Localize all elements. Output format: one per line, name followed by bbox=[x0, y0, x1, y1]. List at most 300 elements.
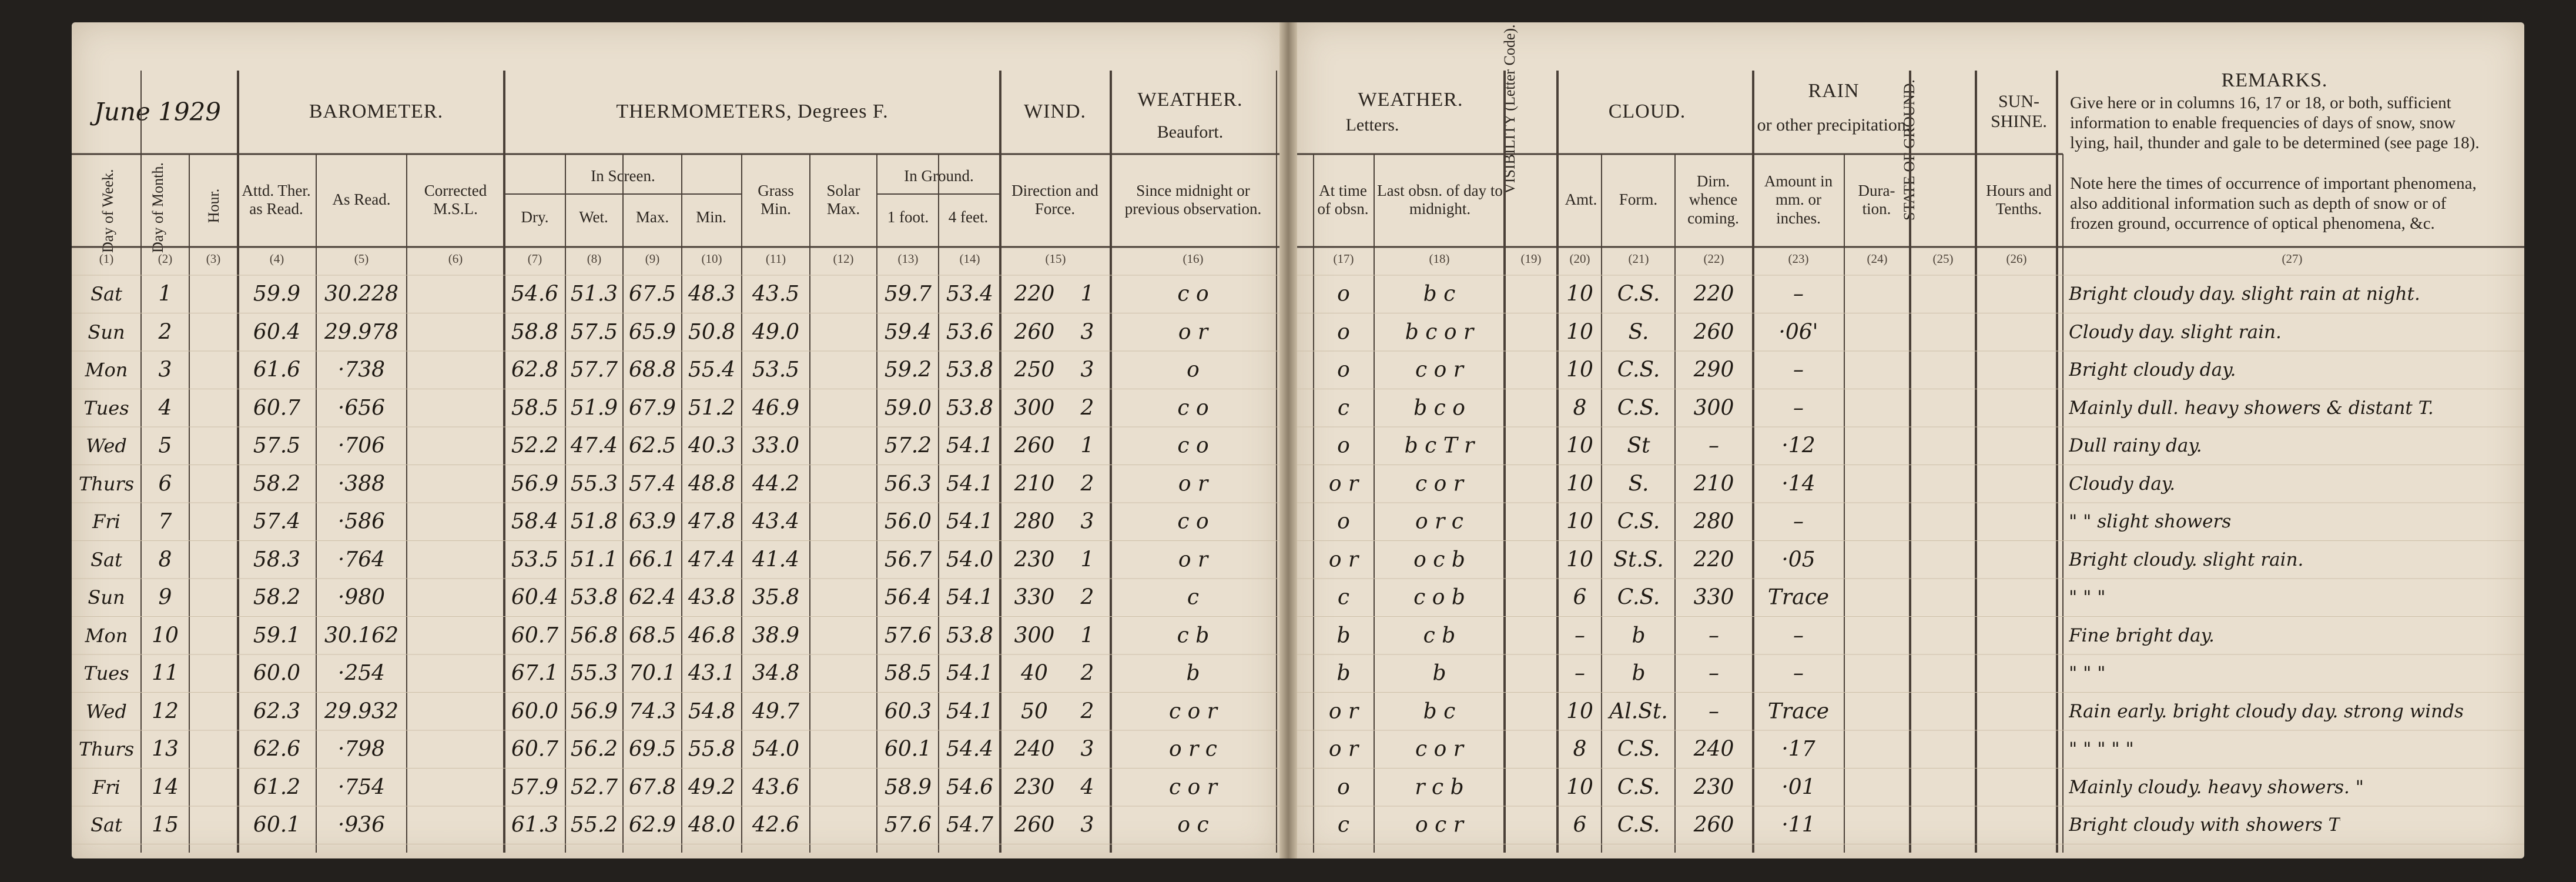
weather-last-obsn-cell: b c bbox=[1423, 282, 1456, 306]
cloud-direction-cell: 300 bbox=[1693, 396, 1734, 420]
day-of-week-header: Day of Week. bbox=[99, 169, 116, 253]
barometer-reading-cell: ·656 bbox=[337, 396, 386, 420]
ground-4ft-cell: 54.1 bbox=[946, 433, 994, 458]
ground-4ft-cell: 54.7 bbox=[946, 813, 994, 837]
dry-bulb-cell: 52.2 bbox=[511, 433, 559, 458]
column-number: (12) bbox=[833, 252, 854, 266]
max-header: Max. bbox=[635, 208, 669, 226]
ground-1ft-cell: 56.0 bbox=[884, 509, 932, 534]
ground-1ft-cell: 60.3 bbox=[884, 699, 932, 723]
dry-bulb-cell: 58.4 bbox=[511, 509, 559, 534]
day-of-week-cell: Mon bbox=[85, 624, 128, 647]
ground-4ft-cell: 53.8 bbox=[946, 358, 994, 382]
wind-force-cell: 3 bbox=[1080, 737, 1094, 761]
column-number: (20) bbox=[1569, 252, 1590, 266]
weather-last-obsn-cell: o c r bbox=[1415, 813, 1463, 837]
cloud-amt-header: Amt. bbox=[1565, 191, 1597, 209]
cloud-amount-cell: 10 bbox=[1566, 509, 1593, 534]
wind-force-cell: 2 bbox=[1080, 472, 1094, 496]
dry-bulb-cell: 67.1 bbox=[511, 661, 559, 686]
ground-4ft-cell: 53.4 bbox=[946, 282, 994, 306]
weather-header-left: WEATHER. bbox=[1137, 89, 1243, 111]
thermometers-header: THERMOMETERS, Degrees F. bbox=[616, 101, 889, 123]
weather-at-time-cell: o bbox=[1337, 775, 1350, 799]
rain-amount-cell: ·01 bbox=[1781, 775, 1815, 799]
column-number: (25) bbox=[1932, 252, 1954, 266]
min-temp-cell: 40.3 bbox=[688, 433, 736, 458]
cloud-direction-cell: 290 bbox=[1693, 358, 1734, 382]
cloud-amount-cell: 8 bbox=[1573, 737, 1587, 761]
min-temp-cell: 54.8 bbox=[688, 699, 736, 723]
attached-thermometer-cell: 58.2 bbox=[253, 472, 301, 496]
remarks-cell: Dull rainy day. bbox=[2069, 435, 2202, 456]
wet-bulb-cell: 47.4 bbox=[570, 433, 618, 458]
in-ground-header: In Ground. bbox=[904, 167, 974, 185]
min-temp-cell: 55.8 bbox=[688, 737, 736, 761]
min-temp-cell: 48.8 bbox=[688, 472, 736, 496]
day-of-week-cell: Fri bbox=[92, 776, 120, 799]
max-temp-cell: 67.8 bbox=[628, 775, 676, 799]
grass-min-cell: 46.9 bbox=[752, 396, 800, 420]
max-temp-cell: 68.8 bbox=[628, 358, 676, 382]
weather-last-obsn-cell: c o r bbox=[1415, 358, 1463, 382]
rain-header: RAIN bbox=[1808, 80, 1860, 102]
rain-amount-cell: ·12 bbox=[1781, 433, 1815, 458]
min-temp-cell: 48.3 bbox=[688, 282, 736, 306]
state-of-ground-header: STATE OF GROUND. bbox=[1901, 79, 1918, 220]
rain-amount-cell: – bbox=[1793, 396, 1804, 420]
column-number: (6) bbox=[448, 252, 463, 266]
ground-4ft-cell: 54.1 bbox=[946, 661, 994, 686]
rain-sub-header: or other precipitation. bbox=[1757, 115, 1911, 135]
cloud-direction-cell: 220 bbox=[1693, 282, 1734, 306]
wind-direction-cell: 50 bbox=[1021, 699, 1048, 723]
cloud-amount-cell: – bbox=[1575, 623, 1585, 647]
wet-bulb-cell: 53.8 bbox=[570, 585, 618, 610]
sunshine-header: SUN-SHINE. bbox=[1991, 91, 2047, 131]
min-temp-cell: 43.1 bbox=[688, 661, 736, 686]
month-year: June 1929 bbox=[94, 97, 222, 126]
barometer-reading-cell: 29.932 bbox=[324, 699, 398, 723]
min-temp-cell: 46.8 bbox=[688, 623, 736, 647]
cloud-direction-cell: 230 bbox=[1693, 775, 1734, 799]
corrected-msl-header: Corrected M.S.L. bbox=[424, 181, 487, 218]
day-of-week-cell: Sat bbox=[91, 814, 122, 836]
cloud-amount-cell: – bbox=[1575, 661, 1585, 686]
cloud-direction-cell: – bbox=[1709, 433, 1719, 458]
cloud-amount-cell: 10 bbox=[1566, 358, 1593, 382]
grass-min-cell: 49.0 bbox=[752, 320, 800, 344]
weather-last-obsn-cell: b bbox=[1432, 661, 1446, 686]
ground-4ft-cell: 54.1 bbox=[946, 699, 994, 723]
remarks-cell: " " " " " bbox=[2069, 739, 2134, 760]
column-number: (19) bbox=[1520, 252, 1542, 266]
rain-amount-cell: – bbox=[1793, 509, 1804, 534]
hour-header: Hour. bbox=[205, 188, 222, 223]
column-number: (13) bbox=[897, 252, 919, 266]
ground-1ft-cell: 57.6 bbox=[884, 813, 932, 837]
grass-min-cell: 44.2 bbox=[752, 472, 800, 496]
wind-direction-cell: 210 bbox=[1014, 472, 1055, 496]
barometer-reading-cell: 30.228 bbox=[324, 282, 398, 306]
weather-at-time-cell: o r bbox=[1328, 547, 1359, 572]
direction-force-header: Direction and Force. bbox=[1011, 181, 1098, 218]
wind-force-cell: 2 bbox=[1080, 396, 1094, 420]
weather-last-obsn-cell: o r c bbox=[1415, 509, 1463, 534]
beaufort-label: Beaufort. bbox=[1157, 122, 1224, 142]
max-temp-cell: 74.3 bbox=[628, 699, 676, 723]
ground-1ft-cell: 58.5 bbox=[884, 661, 932, 686]
attached-thermometer-cell: 58.3 bbox=[253, 547, 301, 572]
barometer-reading-cell: ·738 bbox=[337, 358, 386, 382]
wind-direction-cell: 260 bbox=[1014, 433, 1055, 458]
ground-1ft-cell: 59.2 bbox=[884, 358, 932, 382]
grass-min-cell: 38.9 bbox=[752, 623, 800, 647]
one-foot-header: 1 foot. bbox=[887, 208, 929, 226]
ground-1ft-cell: 57.2 bbox=[884, 433, 932, 458]
barometer-reading-cell: ·980 bbox=[337, 585, 386, 610]
four-feet-header: 4 feet. bbox=[948, 208, 989, 226]
cloud-direction-cell: 330 bbox=[1693, 585, 1734, 610]
day-of-week-cell: Sat bbox=[91, 283, 122, 305]
weather-last-obsn-cell: b c bbox=[1423, 699, 1456, 723]
weather-letters-cell: c o bbox=[1177, 433, 1209, 458]
min-temp-cell: 55.4 bbox=[688, 358, 736, 382]
cloud-form-header: Form. bbox=[1619, 191, 1658, 209]
rain-amount-cell: – bbox=[1793, 661, 1804, 686]
barometer-reading-cell: ·586 bbox=[337, 509, 386, 534]
column-number: (21) bbox=[1628, 252, 1649, 266]
ground-1ft-cell: 56.7 bbox=[884, 547, 932, 572]
day-of-month-cell: 14 bbox=[152, 775, 179, 799]
wet-bulb-cell: 55.2 bbox=[570, 813, 618, 837]
day-of-month-cell: 3 bbox=[158, 358, 172, 382]
wet-bulb-cell: 57.5 bbox=[570, 320, 618, 344]
wind-direction-cell: 240 bbox=[1014, 737, 1055, 761]
ground-4ft-cell: 54.1 bbox=[946, 509, 994, 534]
dry-bulb-cell: 60.4 bbox=[511, 585, 559, 610]
visibility-header: VISIBILITY (Letter Code). bbox=[1501, 24, 1518, 194]
barometer-reading-cell: ·754 bbox=[337, 775, 386, 799]
cloud-direction-cell: 280 bbox=[1693, 509, 1734, 534]
day-of-month-cell: 5 bbox=[158, 433, 172, 458]
rain-amount-cell: – bbox=[1793, 282, 1804, 306]
weather-at-time-cell: o bbox=[1337, 320, 1350, 344]
weather-last-obsn-cell: o c b bbox=[1413, 547, 1465, 572]
grass-min-cell: 53.5 bbox=[752, 358, 800, 382]
ground-4ft-cell: 54.1 bbox=[946, 585, 994, 610]
cloud-header: CLOUD. bbox=[1608, 101, 1686, 123]
weather-last-obsn-cell: r c b bbox=[1415, 775, 1464, 799]
ground-1ft-cell: 58.9 bbox=[884, 775, 932, 799]
min-temp-cell: 43.8 bbox=[688, 585, 736, 610]
wind-force-cell: 3 bbox=[1080, 320, 1094, 344]
grass-min-cell: 43.4 bbox=[752, 509, 800, 534]
day-of-week-cell: Wed bbox=[86, 435, 127, 457]
cloud-form-cell: C.S. bbox=[1617, 358, 1660, 382]
rain-amount-cell: – bbox=[1793, 358, 1804, 382]
column-number: (15) bbox=[1045, 252, 1066, 266]
weather-at-time-cell: o bbox=[1337, 509, 1350, 534]
max-temp-cell: 68.5 bbox=[628, 623, 676, 647]
attached-thermometer-cell: 60.0 bbox=[253, 661, 301, 686]
wind-direction-cell: 280 bbox=[1014, 509, 1055, 534]
column-number: (2) bbox=[158, 252, 173, 266]
wind-direction-cell: 230 bbox=[1014, 547, 1055, 572]
weather-last-obsn-cell: c o r bbox=[1415, 737, 1463, 761]
weather-letters-cell: o c bbox=[1177, 813, 1209, 837]
column-number: (14) bbox=[959, 252, 980, 266]
weather-at-time-cell: o r bbox=[1328, 472, 1359, 496]
wet-bulb-cell: 51.9 bbox=[570, 396, 618, 420]
barometer-reading-cell: 29.978 bbox=[324, 320, 398, 344]
grass-min-cell: 54.0 bbox=[752, 737, 800, 761]
wind-force-cell: 1 bbox=[1080, 623, 1094, 647]
cloud-direction-cell: 240 bbox=[1693, 737, 1734, 761]
rain-amount-header: Amount in mm. or inches. bbox=[1764, 172, 1833, 227]
max-temp-cell: 57.4 bbox=[628, 472, 676, 496]
weather-letters-cell: o r c bbox=[1169, 737, 1217, 761]
max-temp-cell: 70.1 bbox=[628, 661, 676, 686]
weather-last-obsn-cell: c b bbox=[1423, 623, 1456, 647]
weather-last-obsn-cell: c o r bbox=[1415, 472, 1463, 496]
day-of-month-cell: 6 bbox=[158, 472, 172, 496]
wet-bulb-cell: 52.7 bbox=[570, 775, 618, 799]
cloud-amount-cell: 10 bbox=[1566, 775, 1593, 799]
min-temp-cell: 49.2 bbox=[688, 775, 736, 799]
cloud-amount-cell: 10 bbox=[1566, 320, 1593, 344]
max-temp-cell: 67.9 bbox=[628, 396, 676, 420]
wind-direction-cell: 220 bbox=[1014, 282, 1055, 306]
max-temp-cell: 66.1 bbox=[628, 547, 676, 572]
barometer-reading-cell: ·388 bbox=[337, 472, 386, 496]
rain-amount-cell: Trace bbox=[1767, 585, 1830, 610]
column-number: (18) bbox=[1429, 252, 1450, 266]
attached-thermometer-cell: 57.5 bbox=[253, 433, 301, 458]
cloud-amount-cell: 6 bbox=[1573, 813, 1587, 837]
weather-letters-cell: o bbox=[1187, 358, 1200, 382]
rain-amount-cell: ·17 bbox=[1781, 737, 1815, 761]
column-number: (7) bbox=[527, 252, 542, 266]
wet-bulb-cell: 51.8 bbox=[570, 509, 618, 534]
wet-header: Wet. bbox=[579, 208, 608, 226]
grass-min-cell: 33.0 bbox=[752, 433, 800, 458]
rain-amount-cell: ·11 bbox=[1781, 813, 1815, 837]
cloud-amount-cell: 10 bbox=[1566, 472, 1593, 496]
cloud-form-cell: S. bbox=[1628, 472, 1649, 496]
day-of-week-cell: Mon bbox=[85, 359, 128, 381]
wind-force-cell: 1 bbox=[1080, 547, 1094, 572]
wet-bulb-cell: 56.2 bbox=[570, 737, 618, 761]
ground-4ft-cell: 53.6 bbox=[946, 320, 994, 344]
wind-force-cell: 2 bbox=[1080, 661, 1094, 686]
weather-last-obsn-cell: b c o bbox=[1413, 396, 1465, 420]
weather-letters-cell: c o r bbox=[1169, 775, 1217, 799]
weather-letters-cell: c b bbox=[1177, 623, 1210, 647]
remarks-cell: Bright cloudy day. bbox=[2069, 359, 2236, 380]
cloud-direction-cell: – bbox=[1709, 661, 1719, 686]
cloud-direction-cell: – bbox=[1709, 623, 1719, 647]
day-of-month-cell: 11 bbox=[152, 661, 179, 686]
attached-thermometer-cell: 62.3 bbox=[253, 699, 301, 723]
weather-header-right: WEATHER. bbox=[1358, 89, 1463, 111]
remarks-cell: Rain early. bright cloudy day. strong winds bbox=[2069, 700, 2464, 722]
wind-force-cell: 3 bbox=[1080, 509, 1094, 534]
cloud-direction-cell: 220 bbox=[1693, 547, 1734, 572]
weather-letters-cell: c o bbox=[1177, 282, 1209, 306]
day-of-month-cell: 2 bbox=[158, 320, 172, 344]
weather-at-time-cell: o r bbox=[1328, 737, 1359, 761]
ground-4ft-cell: 53.8 bbox=[946, 396, 994, 420]
dry-bulb-cell: 58.5 bbox=[511, 396, 559, 420]
rain-amount-cell: ·06' bbox=[1778, 320, 1818, 344]
attached-thermometer-cell: 61.2 bbox=[253, 775, 301, 799]
grass-min-cell: 42.6 bbox=[752, 813, 800, 837]
attached-thermometer-cell: 60.4 bbox=[253, 320, 301, 344]
min-temp-cell: 47.8 bbox=[688, 509, 736, 534]
wet-bulb-cell: 55.3 bbox=[570, 661, 618, 686]
weather-at-time-cell: o bbox=[1337, 282, 1350, 306]
weather-at-time-cell: c bbox=[1337, 813, 1350, 837]
weather-last-obsn-cell: b c o r bbox=[1405, 320, 1474, 344]
barometer-reading-cell: ·936 bbox=[337, 813, 386, 837]
attached-thermometer-cell: 62.6 bbox=[253, 737, 301, 761]
cloud-form-cell: C.S. bbox=[1617, 509, 1660, 534]
max-temp-cell: 62.5 bbox=[628, 433, 676, 458]
rain-amount-cell: ·14 bbox=[1781, 472, 1815, 496]
wind-force-cell: 1 bbox=[1080, 282, 1094, 306]
day-of-month-cell: 13 bbox=[152, 737, 179, 761]
wind-direction-cell: 330 bbox=[1014, 585, 1055, 610]
cloud-form-cell: C.S. bbox=[1617, 737, 1660, 761]
remarks-cell: " " " bbox=[2069, 663, 2106, 684]
column-number: (8) bbox=[587, 252, 602, 266]
dry-bulb-cell: 62.8 bbox=[511, 358, 559, 382]
cloud-form-cell: C.S. bbox=[1617, 585, 1660, 610]
dry-bulb-cell: 60.7 bbox=[511, 623, 559, 647]
cloud-form-cell: C.S. bbox=[1617, 775, 1660, 799]
ground-4ft-cell: 54.6 bbox=[946, 775, 994, 799]
remarks-cell: Mainly dull. heavy showers & distant T. bbox=[2069, 397, 2434, 419]
remarks-cell: " " " bbox=[2069, 587, 2106, 608]
min-temp-cell: 51.2 bbox=[688, 396, 736, 420]
rain-duration-header: Dura-tion. bbox=[1858, 181, 1895, 218]
day-of-month-cell: 15 bbox=[152, 813, 179, 837]
max-temp-cell: 67.5 bbox=[628, 282, 676, 306]
attached-thermometer-cell: 61.6 bbox=[253, 358, 301, 382]
attached-thermometer-cell: 59.9 bbox=[253, 282, 301, 306]
ground-1ft-cell: 60.1 bbox=[884, 737, 932, 761]
wind-header: WIND. bbox=[1023, 101, 1087, 123]
cloud-amount-cell: 6 bbox=[1573, 585, 1587, 610]
as-read-header: As Read. bbox=[332, 191, 391, 209]
day-of-month-cell: 1 bbox=[158, 282, 172, 306]
wet-bulb-cell: 55.3 bbox=[570, 472, 618, 496]
weather-letters-cell: b bbox=[1186, 661, 1200, 686]
weather-letters-cell: o r bbox=[1178, 320, 1208, 344]
rain-amount-cell: – bbox=[1793, 623, 1804, 647]
cloud-amount-cell: 10 bbox=[1566, 433, 1593, 458]
weather-at-time-cell: c bbox=[1337, 585, 1350, 610]
ground-1ft-cell: 57.6 bbox=[884, 623, 932, 647]
book-gutter bbox=[1279, 22, 1297, 858]
day-of-month-cell: 7 bbox=[158, 509, 172, 534]
weather-last-obsn-cell: c o b bbox=[1413, 585, 1465, 610]
wind-direction-cell: 260 bbox=[1014, 320, 1055, 344]
grass-min-cell: 43.5 bbox=[752, 282, 800, 306]
ground-1ft-cell: 59.7 bbox=[884, 282, 932, 306]
day-of-month-cell: 8 bbox=[158, 547, 172, 572]
wind-force-cell: 2 bbox=[1080, 585, 1094, 610]
ground-1ft-cell: 59.4 bbox=[884, 320, 932, 344]
ground-4ft-cell: 54.4 bbox=[946, 737, 994, 761]
dry-bulb-cell: 54.6 bbox=[511, 282, 559, 306]
sunshine-hours-header: Hours and Tenths. bbox=[1986, 181, 2052, 218]
weather-letters-cell: c o r bbox=[1169, 699, 1217, 723]
ground-4ft-cell: 54.1 bbox=[946, 472, 994, 496]
cloud-form-cell: St.S. bbox=[1613, 547, 1664, 572]
remarks-note: Note here the times of occurrence of important phenomena, also additional information such as depth of snow or of frozen ground, occurrence of optical phenomena, &c. bbox=[2070, 174, 2477, 233]
grass-min-cell: 34.8 bbox=[752, 661, 800, 686]
day-of-week-cell: Sun bbox=[88, 320, 125, 343]
cloud-form-cell: Al.St. bbox=[1609, 699, 1668, 723]
wind-direction-cell: 300 bbox=[1014, 396, 1055, 420]
weather-at-time-cell: o bbox=[1337, 358, 1350, 382]
remarks-cell: Bright cloudy day. slight rain at night. bbox=[2069, 283, 2420, 305]
wind-direction-cell: 250 bbox=[1014, 358, 1055, 382]
wind-force-cell: 3 bbox=[1080, 358, 1094, 382]
remarks-cell: Bright cloudy. slight rain. bbox=[2069, 549, 2304, 570]
max-temp-cell: 69.5 bbox=[628, 737, 676, 761]
column-number: (3) bbox=[206, 252, 221, 266]
wind-direction-cell: 260 bbox=[1014, 813, 1055, 837]
column-number: (11) bbox=[765, 252, 786, 266]
wet-bulb-cell: 51.1 bbox=[570, 547, 618, 572]
barometer-reading-cell: ·798 bbox=[337, 737, 386, 761]
day-of-week-cell: Fri bbox=[92, 510, 120, 533]
wet-bulb-cell: 51.3 bbox=[570, 282, 618, 306]
weather-letters-cell: c bbox=[1187, 585, 1200, 610]
weather-letters-cell: o r bbox=[1178, 472, 1208, 496]
cloud-amount-cell: 10 bbox=[1566, 282, 1593, 306]
cloud-amount-cell: 10 bbox=[1566, 547, 1593, 572]
grass-min-cell: 49.7 bbox=[752, 699, 800, 723]
max-temp-cell: 62.9 bbox=[628, 813, 676, 837]
at-time-header: At time of obsn. bbox=[1317, 181, 1369, 218]
weather-at-time-cell: b bbox=[1336, 661, 1351, 686]
day-of-week-cell: Sun bbox=[88, 586, 125, 609]
remarks-cell: " " slight showers bbox=[2069, 511, 2232, 532]
weather-last-obsn-cell: b c T r bbox=[1404, 433, 1475, 458]
solar-max-header: Solar Max. bbox=[826, 181, 860, 218]
max-temp-cell: 62.4 bbox=[628, 585, 676, 610]
dry-bulb-cell: 60.7 bbox=[511, 737, 559, 761]
cloud-form-cell: S. bbox=[1628, 320, 1649, 344]
day-of-month-cell: 4 bbox=[158, 396, 172, 420]
attached-thermometer-cell: 58.2 bbox=[253, 585, 301, 610]
cloud-form-cell: C.S. bbox=[1617, 813, 1660, 837]
barometer-reading-cell: ·706 bbox=[337, 433, 386, 458]
wind-force-cell: 4 bbox=[1080, 775, 1094, 799]
column-number: (9) bbox=[645, 252, 660, 266]
dry-bulb-cell: 58.8 bbox=[511, 320, 559, 344]
wet-bulb-cell: 57.7 bbox=[570, 358, 618, 382]
column-number: (1) bbox=[99, 252, 114, 266]
min-temp-cell: 47.4 bbox=[688, 547, 736, 572]
min-temp-cell: 48.0 bbox=[688, 813, 736, 837]
dry-bulb-cell: 57.9 bbox=[511, 775, 559, 799]
day-of-week-cell: Tues bbox=[83, 396, 129, 419]
